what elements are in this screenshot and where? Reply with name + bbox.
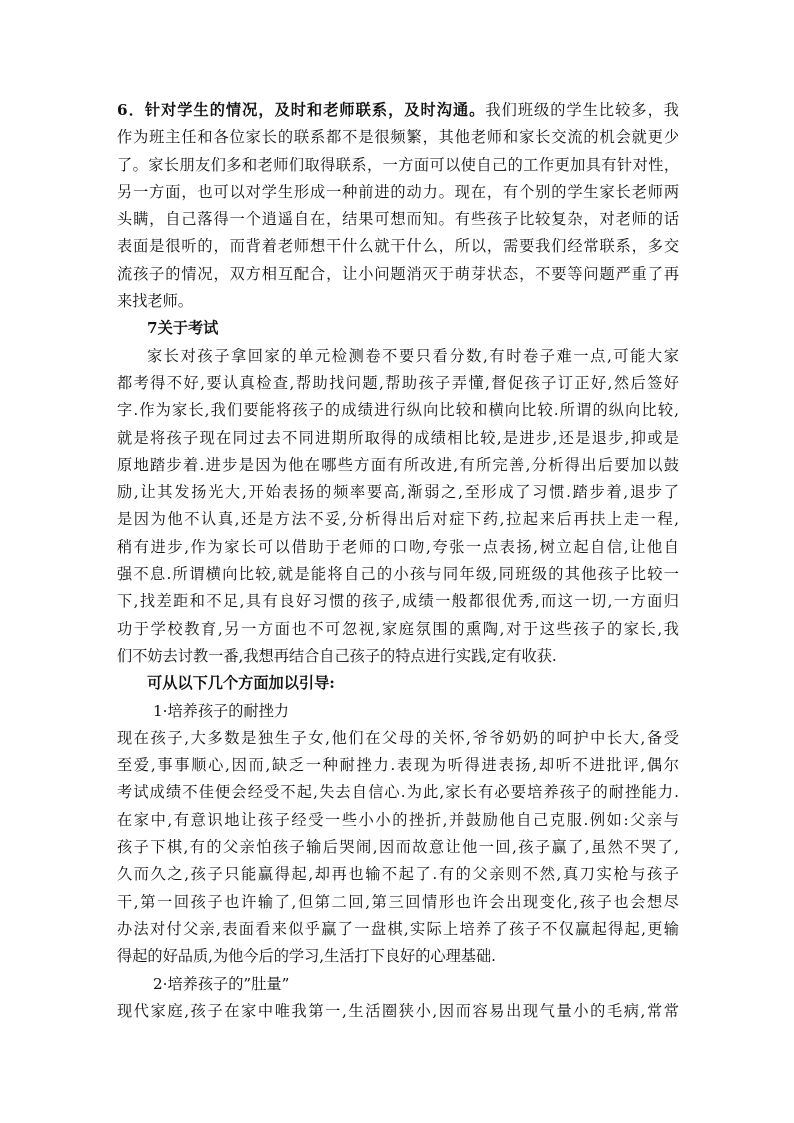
section6-text: 我们班级的学生比较多，我 xyxy=(485,101,679,119)
item1-line: 现在孩子,大多数是独生子女,他们在父母的关怀,爷爷奶奶的呵护中长大,备受 xyxy=(117,728,679,747)
section7-heading: 7关于考试 xyxy=(147,319,219,338)
section6-line: 来找老师。 xyxy=(117,292,193,311)
section6-heading: 6．针对学生的情况，及时和老师联系，及时沟通。 xyxy=(117,101,486,119)
section6-line: 作为班主任和各位家长的联系都不是很频繁，其他老师和家长交流的机会就更少 xyxy=(117,128,679,147)
section7-line: 家长对孩子拿回家的单元检测卷不要只看分数,有时卷子难一点,可能大家 xyxy=(147,346,679,365)
document-page xyxy=(117,97,679,1025)
section7-line: 是因为他不认真,还是方法不妥,分析得出后对症下药,拉起来后再扶上走一程, xyxy=(117,510,679,529)
item1-line: 孩子下棋,有的父亲怕孩子输后哭闹,因而故意让他一回,孩子赢了,虽然不哭了, xyxy=(117,838,679,857)
section7-line: 字.作为家长,我们要能将孩子的成绩进行纵向比较和横向比较.所谓的纵向比较, xyxy=(117,401,679,420)
item1-line: 久而久之,孩子只能赢得起,却再也输不起了.有的父亲则不然,真刀实枪与孩子 xyxy=(117,865,679,884)
item1-line: 得起的好品质,为他今后的学习,生活打下良好的心理基础. xyxy=(117,947,496,966)
section6-line: 头瞒，自己落得一个逍遥自在，结果可想而知。有些孩子比较复杂，对老师的话 xyxy=(117,210,679,229)
guidance-heading: 可从以下几个方面加以引导: xyxy=(147,674,335,693)
item1-line: 至爱,事事顺心,因而,缺乏一种耐挫力.表现为听得进表扬,却听不进批评,偶尔 xyxy=(117,756,679,775)
item1-heading: 1·培养孩子的耐挫力 xyxy=(153,701,289,720)
section7-line: 原地踏步着.进步是因为他在哪些方面有所改进,有所完善,分析得出后要加以鼓 xyxy=(117,455,679,474)
section6-line xyxy=(117,97,679,124)
item2-heading: 2·培养孩子的”肚量” xyxy=(153,974,290,993)
section6-line: 表面是很听的，而背着老师想干什么就干什么，所以，需要我们经常联系，多交 xyxy=(117,237,679,256)
section7-line: 就是将孩子现在同过去不同进期所取得的成绩相比较,是进步,还是退步,抑或是 xyxy=(117,428,679,447)
item1-line: 干,第一回孩子也许输了,但第二回,第三回情形也许会出现变化,孩子也会想尽 xyxy=(117,892,679,911)
section7-line: 都考得不好,要认真检查,帮助找问题,帮助孩子弄懂,督促孩子订正好,然后签好 xyxy=(117,373,679,392)
section7-line: 下,找差距和不足,具有良好习惯的孩子,成绩一般都很优秀,而这一切,一方面归 xyxy=(117,592,679,611)
section6-line: 了。家长朋友们多和老师们取得联系，一方面可以使自己的工作更加具有针对性， xyxy=(117,155,679,174)
section7-line: 们不妨去讨教一番,我想再结合自己孩子的特点进行实践,定有收获. xyxy=(117,646,557,665)
section7-line: 稍有进步,作为家长可以借助于老师的口吻,夸张一点表扬,树立起自信,让他自 xyxy=(117,537,679,556)
section7-line: 励,让其发扬光大,开始表扬的频率要高,渐弱之,至形成了习惯.踏步着,退步了 xyxy=(117,483,679,502)
item2-line: 现代家庭,孩子在家中唯我第一,生活圈狭小,因而容易出现气量小的毛病,常常 xyxy=(117,1001,679,1020)
item1-line: 办法对付父亲,表面看来似乎赢了一盘棋,实际上培养了孩子不仅赢起得起,更输 xyxy=(117,919,679,938)
section7-line: 强不息.所谓横向比较,就是能将自己的小孩与同年级,同班级的其他孩子比较一 xyxy=(117,565,679,584)
item1-line: 考试成绩不佳便会经受不起,失去自信心.为此,家长有必要培养孩子的耐挫能力. xyxy=(117,783,679,802)
section7-line: 功于学校教育,另一方面也不可忽视,家庭氛围的熏陶,对于这些孩子的家长,我 xyxy=(117,619,679,638)
item1-line: 在家中,有意识地让孩子经受一些小小的挫折,并鼓励他自己克服.例如:父亲与 xyxy=(117,810,679,829)
section6-line: 流孩子的情况，双方相互配合，让小问题消灭于萌芽状态，不要等问题严重了再 xyxy=(117,264,679,283)
section6-line: 另一方面，也可以对学生形成一种前进的动力。现在，有个别的学生家长老师两 xyxy=(117,182,679,201)
